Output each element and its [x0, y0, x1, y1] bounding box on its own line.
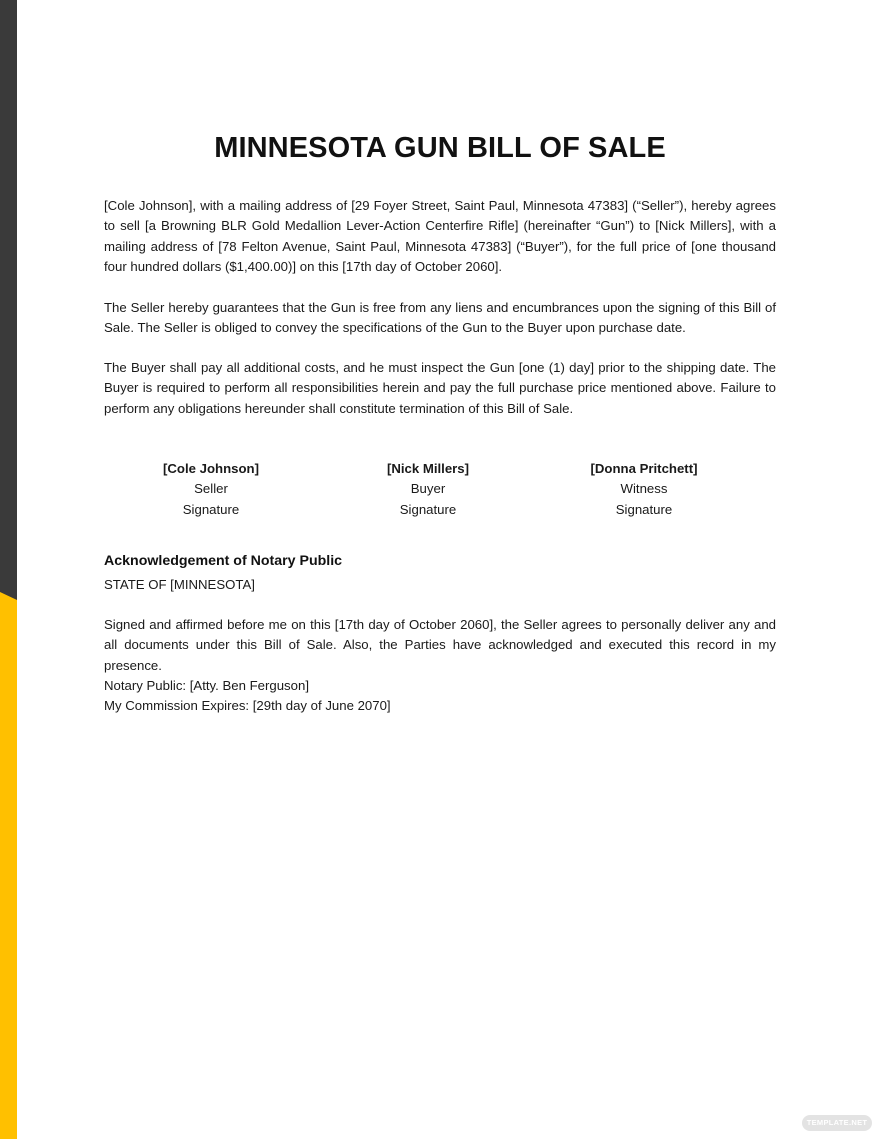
- signature-label: Signature: [399, 501, 457, 517]
- signature-role: Witness: [620, 481, 668, 497]
- template-watermark: TEMPLATE.NET: [802, 1115, 872, 1131]
- page-title: MINNESOTA GUN BILL OF SALE: [214, 132, 666, 164]
- signature-role: Seller: [194, 481, 228, 497]
- paragraph-sale-terms: [Cole Johnson], with a mailing address of [29 Foyer Street, Saint Paul, Minnesota 47383] (“Seller”), hereby agrees to sell [a Browning BLR Gold Medallion Lever-Action Centerfire Rifle] (hereinafter “Gun”) to [Nick Millers], with a mailing address of [78 Felton Avenue, Saint Paul, Minnesota 47383] (“Buyer”), for the full price of [one thousand four hundred dollars ($1,400.00)] on this [17th day of October 2060].: [104, 198, 776, 275]
- signature-role: Buyer: [410, 481, 446, 497]
- signature-label: Signature: [615, 501, 673, 517]
- paragraph-notary-affirmation: Signed and affirmed before me on this [17th day of October 2060], the Seller agrees to personally deliver any and all documents under this Bill of Sale. Also, the Parties have acknowledged and executed this record in my presence.: [104, 617, 776, 673]
- sidebar-yellow-accent: [0, 0, 17, 1139]
- signature-block-buyer: [318, 459, 538, 520]
- paragraph-buyer-obligations: The Buyer shall pay all additional costs, and he must inspect the Gun [one (1) day] prior to the shipping date. The Buyer is required to perform all responsibilities herein and pay the full purchase price mentioned above. Failure to perform any obligations hereunder shall constitute termination of this Bill of Sale.: [104, 360, 776, 416]
- signature-name: [Nick Millers]: [386, 461, 470, 476]
- notary-state: STATE OF [MINNESOTA]: [104, 577, 255, 592]
- commission-expiry-line: My Commission Expires: [29th day of June 2070]: [104, 698, 391, 713]
- signature-label: Signature: [182, 501, 240, 517]
- signature-name: [Donna Pritchett]: [590, 461, 698, 476]
- signature-block-seller: [101, 459, 321, 520]
- paragraph-seller-guarantee: The Seller hereby guarantees that the Gun is free from any liens and encumbrances upon the signing of this Bill of Sale. The Seller is obliged to convey the specifications of the Gun to the Buyer upon purchase date.: [104, 300, 776, 336]
- notary-public-line: Notary Public: [Atty. Ben Ferguson]: [104, 678, 309, 693]
- signature-name: [Cole Johnson]: [163, 461, 259, 476]
- signature-block-witness: [534, 459, 754, 520]
- notary-heading: Acknowledgement of Notary Public: [104, 553, 343, 569]
